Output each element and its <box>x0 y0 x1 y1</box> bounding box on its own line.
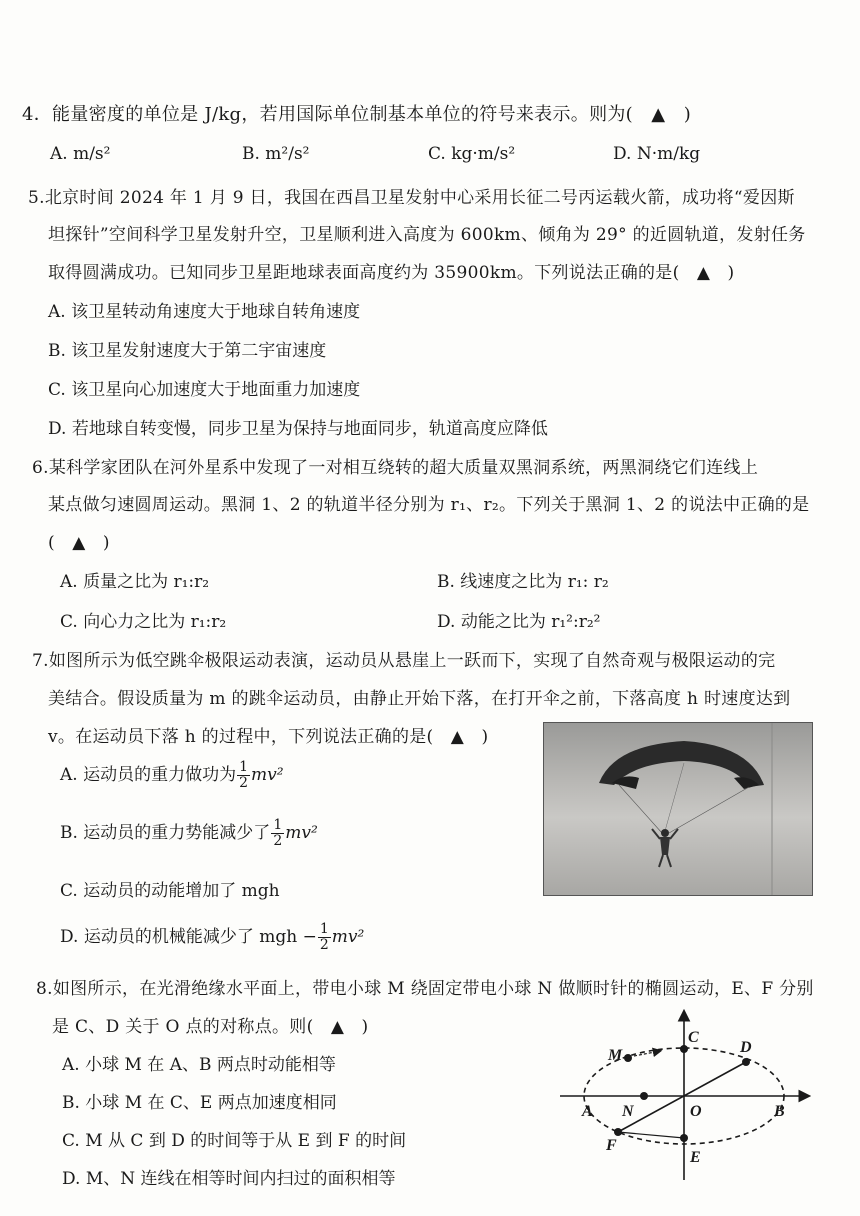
line-fe <box>618 1132 684 1138</box>
fraction-half <box>318 922 331 952</box>
q4-option-c: C. kg·m/s² <box>428 144 516 164</box>
fraction-denominator: 2 <box>239 775 249 791</box>
q5-line-3: 取得圆满成功。已知同步卫星距地球表面高度约为 35900km。下列说法正确的是( ▲ ) <box>48 263 735 283</box>
q4-option-a: A. m/s² <box>50 144 111 164</box>
q7-a-text: A. 运动员的重力做功为 <box>60 765 237 785</box>
point-d <box>742 1058 750 1066</box>
q7-option-b <box>60 818 318 849</box>
q8-option-c: C. M 从 C 到 D 的时间等于从 E 到 F 的时间 <box>62 1131 407 1151</box>
q5-option-a: A. 该卫星转动角速度大于地球自转角速度 <box>48 302 361 322</box>
q5-option-b: B. 该卫星发射速度大于第二宇宙速度 <box>48 341 327 361</box>
q5-option-c: C. 该卫星向心加速度大于地面重力加速度 <box>48 380 361 400</box>
label-d: D <box>740 1039 752 1056</box>
line-fd <box>618 1062 746 1132</box>
fraction-denominator: 2 <box>273 833 283 849</box>
point-n <box>640 1092 648 1100</box>
parachute-photo <box>543 722 813 896</box>
label-a: A <box>582 1103 593 1120</box>
label-n: N <box>622 1103 634 1120</box>
label-e: E <box>690 1149 701 1166</box>
q7-line-2: 美结合。假设质量为 m 的跳伞运动员，由静止开始下落，在打开伞之前，下落高度 h 时速度达到 <box>48 689 791 709</box>
q6-option-d: D. 动能之比为 r₁²:r₂² <box>437 612 601 632</box>
q6-option-b: B. 线速度之比为 r₁: r₂ <box>437 572 609 592</box>
q6-line-2: 某点做匀速圆周运动。黑洞 1、2 的轨道半径分别为 r₁、r₂。下列关于黑洞 1、2 的说法中正确的是 <box>48 495 810 515</box>
q4-option-d: D. N·m/kg <box>613 144 701 164</box>
label-f: F <box>606 1137 617 1154</box>
point-f <box>614 1128 622 1136</box>
q7-line-3: v。在运动员下落 h 的过程中，下列说法正确的是( ▲ ) <box>48 727 489 747</box>
label-b: B <box>774 1103 785 1120</box>
point-c <box>680 1045 688 1053</box>
q6-line-1: 6.某科学家团队在河外星系中发现了一对相互绕转的超大质量双黑洞系统，两黑洞绕它们连线上 <box>32 458 759 478</box>
label-o: O <box>690 1103 702 1120</box>
fraction-denominator: 2 <box>319 937 329 953</box>
q4-stem: 4．能量密度的单位是 J/kg，若用国际单位制基本单位的符号来表示。则为( ▲ ) <box>22 104 692 125</box>
q8-option-a: A. 小球 M 在 A、B 两点时动能相等 <box>62 1055 336 1075</box>
q7-d-text: D. 运动员的机械能减少了 mgh − <box>60 927 317 947</box>
q7-a-tail: mv² <box>251 765 284 785</box>
parachute-illustration <box>544 723 812 895</box>
fraction-numerator: 1 <box>273 817 283 834</box>
label-c: C <box>688 1029 699 1046</box>
ellipse-diagram <box>560 1008 820 1188</box>
q7-line-1: 7.如图所示为低空跳伞极限运动表演，运动员从悬崖上一跃而下，实现了自然奇观与极限运动的完 <box>32 651 776 671</box>
fraction-half <box>237 760 250 790</box>
fraction-half <box>271 818 284 848</box>
q5-option-d: D. 若地球自转变慢，同步卫星为保持与地面同步，轨道高度应降低 <box>48 419 548 439</box>
q8-option-d: D. M、N 连线在相等时间内扫过的面积相等 <box>62 1169 396 1189</box>
q6-option-a: A. 质量之比为 r₁:r₂ <box>60 572 210 592</box>
fraction-numerator: 1 <box>319 921 329 938</box>
motion-arrow <box>634 1051 660 1056</box>
q7-d-tail: mv² <box>331 927 365 947</box>
q8-line-1: 8.如图所示，在光滑绝缘水平面上，带电小球 M 绕固定带电小球 N 做顺时针的椭圆运动，E、F 分别 <box>36 979 814 999</box>
q5-line-1: 5.北京时间 2024 年 1 月 9 日，我国在西昌卫星发射中心采用长征二号丙运载火箭，成功将“爱因斯 <box>28 188 795 208</box>
point-m <box>624 1054 632 1062</box>
q7-option-a <box>60 760 284 791</box>
q6-line-3: ( ▲ ) <box>48 533 110 553</box>
q8-option-b: B. 小球 M 在 C、E 两点加速度相同 <box>62 1093 337 1113</box>
fraction-numerator: 1 <box>239 759 249 776</box>
point-e <box>680 1134 688 1142</box>
ellipse-diagram-svg <box>560 1008 820 1188</box>
q7-option-d <box>60 922 364 953</box>
q7-option-c: C. 运动员的动能增加了 mgh <box>60 881 280 901</box>
label-m: M <box>608 1047 623 1064</box>
q6-option-c: C. 向心力之比为 r₁:r₂ <box>60 612 227 632</box>
q7-b-tail: mv² <box>285 823 318 843</box>
q5-line-2: 坦探针”空间科学卫星发射升空，卫星顺利进入高度为 600km、倾角为 29° 的近圆轨道，发射任务 <box>48 225 806 245</box>
q4-option-b: B. m²/s² <box>242 144 310 164</box>
q7-b-text: B. 运动员的重力势能减少了 <box>60 823 271 843</box>
q8-line-2: 是 C、D 关于 O 点的对称点。则( ▲ ) <box>52 1017 369 1037</box>
